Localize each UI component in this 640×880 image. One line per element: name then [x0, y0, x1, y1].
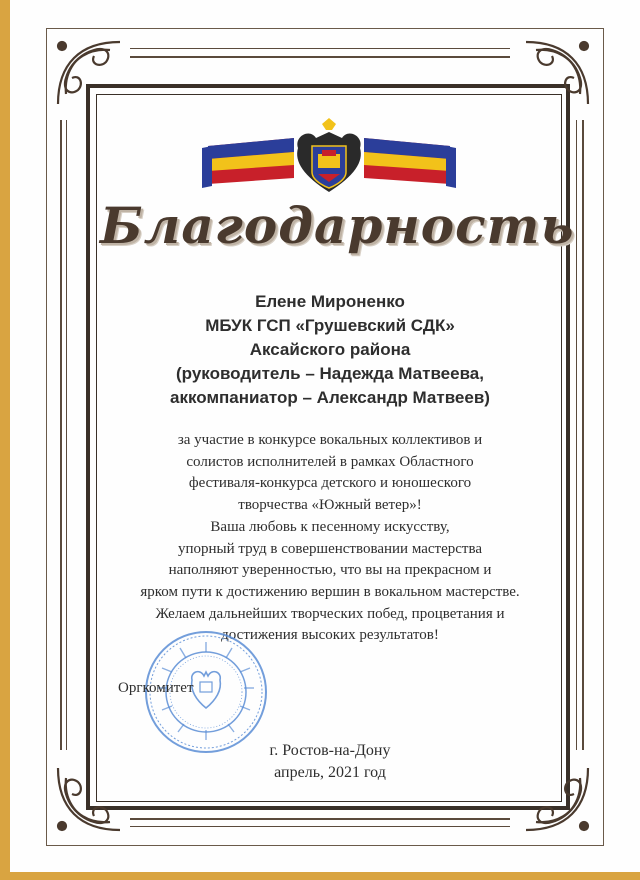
- frame-bottom-line: [130, 818, 510, 820]
- date: апрель, 2021 год: [274, 764, 386, 781]
- recipient-block: [100, 290, 560, 410]
- certificate-title: Благодарность: [100, 196, 575, 255]
- gold-edge-bottom: [0, 872, 640, 880]
- body-line: наполняют уверенностью, что вы на прекрасном и: [168, 562, 492, 579]
- place-date-block: [240, 740, 420, 784]
- ornamental-corner-icon: [50, 760, 128, 838]
- rostov-oblast-coat-of-arms-icon: [198, 118, 460, 198]
- frame-side-line: [60, 120, 62, 750]
- frame-top-line: [130, 48, 510, 49]
- gold-edge-left: [0, 0, 10, 880]
- recipient-line: (руководитель – Надежда Матвеева,: [176, 364, 484, 383]
- recipient-line: Елене Мироненко: [255, 292, 405, 311]
- body-line: фестиваля-конкурса детского и юношеского: [188, 475, 472, 492]
- ornamental-corner-icon: [518, 760, 596, 838]
- certificate-card: [10, 0, 640, 872]
- body-line: достижения высоких результатов!: [221, 627, 439, 644]
- body-line: ярком пути к достижению вершин в вокальном мастерстве.: [140, 583, 520, 600]
- recipient-line: аккомпаниатор – Александр Матвеев): [170, 388, 490, 407]
- recipient-line: Аксайского района: [249, 340, 411, 359]
- frame-side-line: [576, 120, 577, 750]
- body-line: упорный труд в совершенствовании мастерства: [177, 540, 482, 557]
- body-line: солистов исполнителей в рамках Областного: [186, 453, 474, 470]
- ornamental-corner-icon: [50, 34, 128, 112]
- frame-top-line: [130, 56, 510, 58]
- body-line: Желаем дальнейших творческих побед, процветания и: [155, 605, 505, 622]
- body-line: за участие в конкурсе вокальных коллективов и: [177, 432, 483, 448]
- signature-label: Оргкомитет: [118, 680, 194, 696]
- ornamental-corner-icon: [518, 34, 596, 112]
- body-text: [100, 430, 560, 647]
- frame-side-line: [66, 120, 67, 750]
- place: г. Ростов-на-Дону: [269, 742, 391, 759]
- recipient-line: МБУК ГСП «Грушевский СДК»: [205, 316, 455, 335]
- body-line: Ваша любовь к песенному искусству,: [210, 518, 450, 535]
- frame-bottom-line: [130, 826, 510, 827]
- frame-side-line: [582, 120, 584, 750]
- body-line: творчества «Южный ветер»!: [238, 497, 422, 514]
